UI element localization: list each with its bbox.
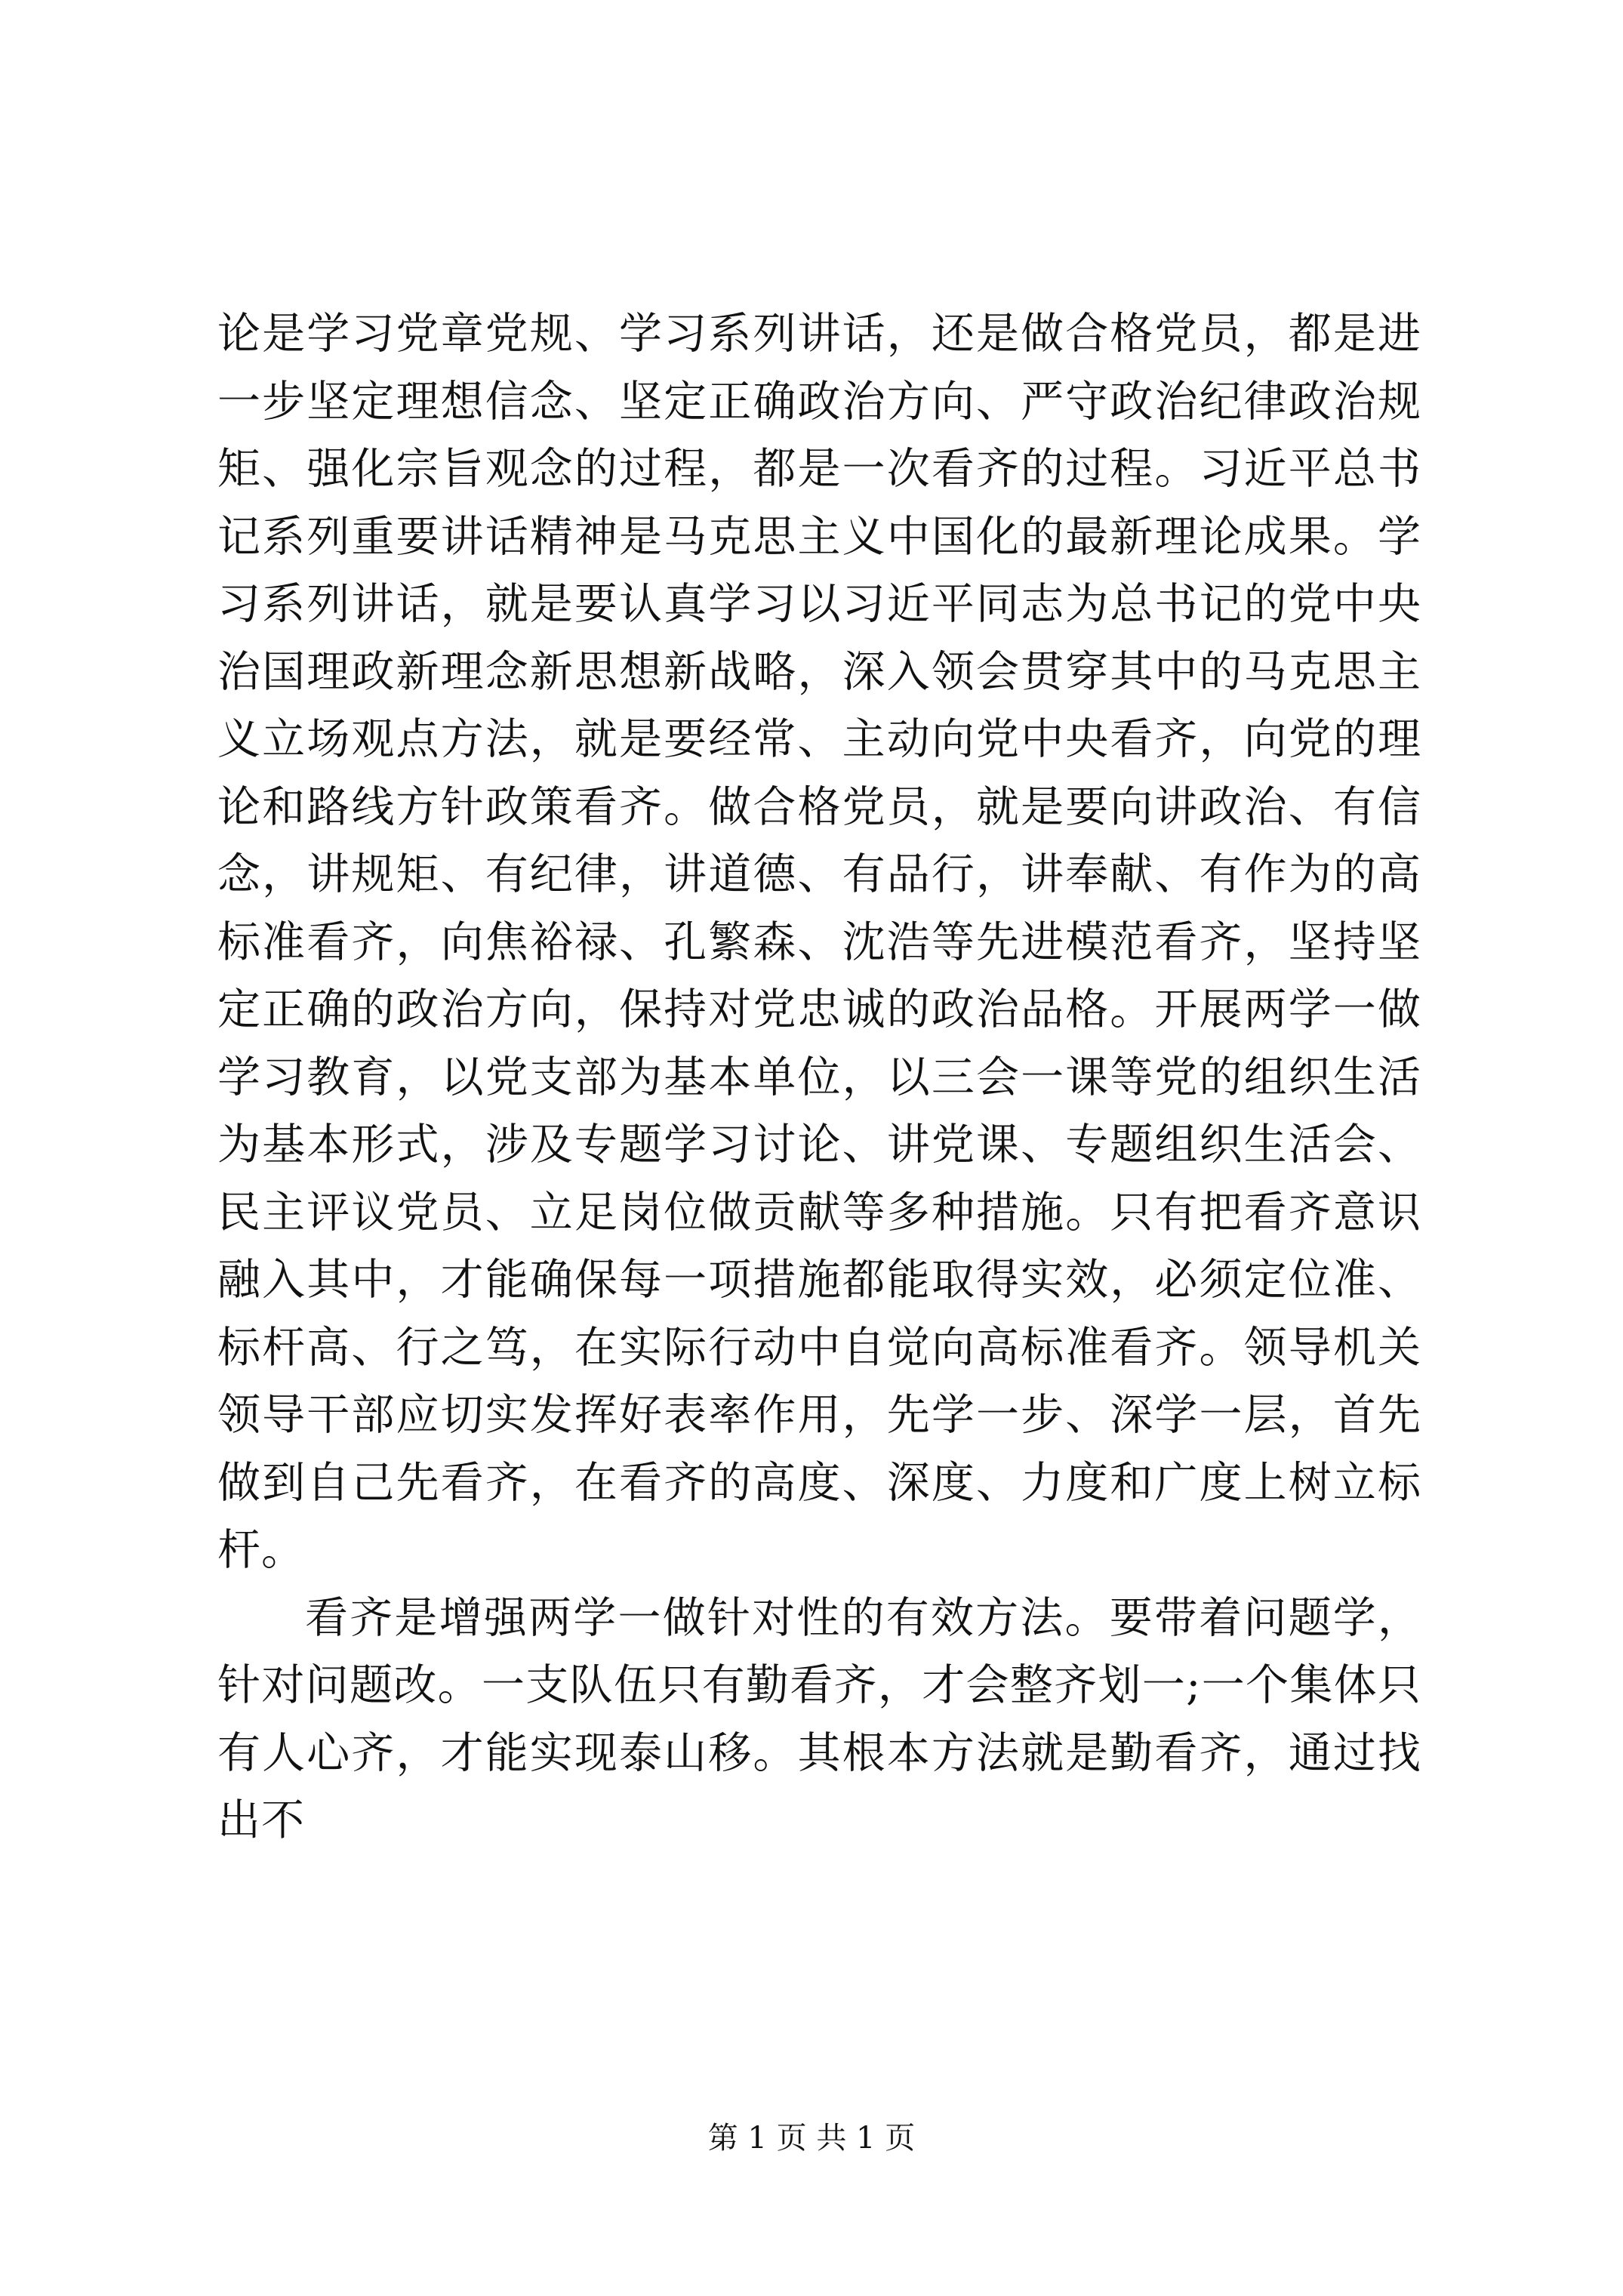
paragraph-1: 论是学习党章党规、学习系列讲话，还是做合格党员，都是进一步坚定理想信念、坚定正确政治方向、严守政治纪律政治规矩、强化宗旨观念的过程，都是一次看齐的过程。习近平总书记系列重要讲话精神是马克思主义中国化的最新理论成果。学习系列讲话，就是要认真学习以习近平同志为总书记的党中央治国理政新理念新思想新战略，深入领会贯穿其中的马克思主义立场观点方法，就是要经常、主动向党中央看齐，向党的理论和路线方针政策看齐。做合格党员，就是要向讲政治、有信念，讲规矩、有纪律，讲道德、有品行，讲奉献、有作为的高标准看齐，向焦裕禄、孔繁森、沈浩等先进模范看齐，坚持坚定正确的政治方向，保持对党忠诚的政治品格。开展两学一做学习教育，以党支部为基本单位，以三会一课等党的组织生活为基本形式，涉及专题学习讨论、讲党课、专题组织生活会、民主评议党员、立足岗位做贡献等多种措施。只有把看齐意识融入其中，才能确保每一项措施都能取得实效，必须定位准、标杆高、行之笃，在实际行动中自觉向高标准看齐。领导机关领导干部应切实发挥好表率作用，先学一步、深学一层，首先做到自己先看齐，在看齐的高度、深度、力度和广度上树立标杆。: [217, 309, 1421, 1575]
document-body: [217, 300, 1421, 1855]
paragraph-2: 看齐是增强两学一做针对性的有效方法。要带着问题学，针对问题改。一支队伍只有勤看齐，才会整齐划一;一个集体只有人心齐，才能实现泰山移。其根本方法就是勤看齐，通过找出不: [217, 1592, 1421, 1845]
page-footer: 第 1 页 共 1 页: [707, 2121, 916, 2156]
